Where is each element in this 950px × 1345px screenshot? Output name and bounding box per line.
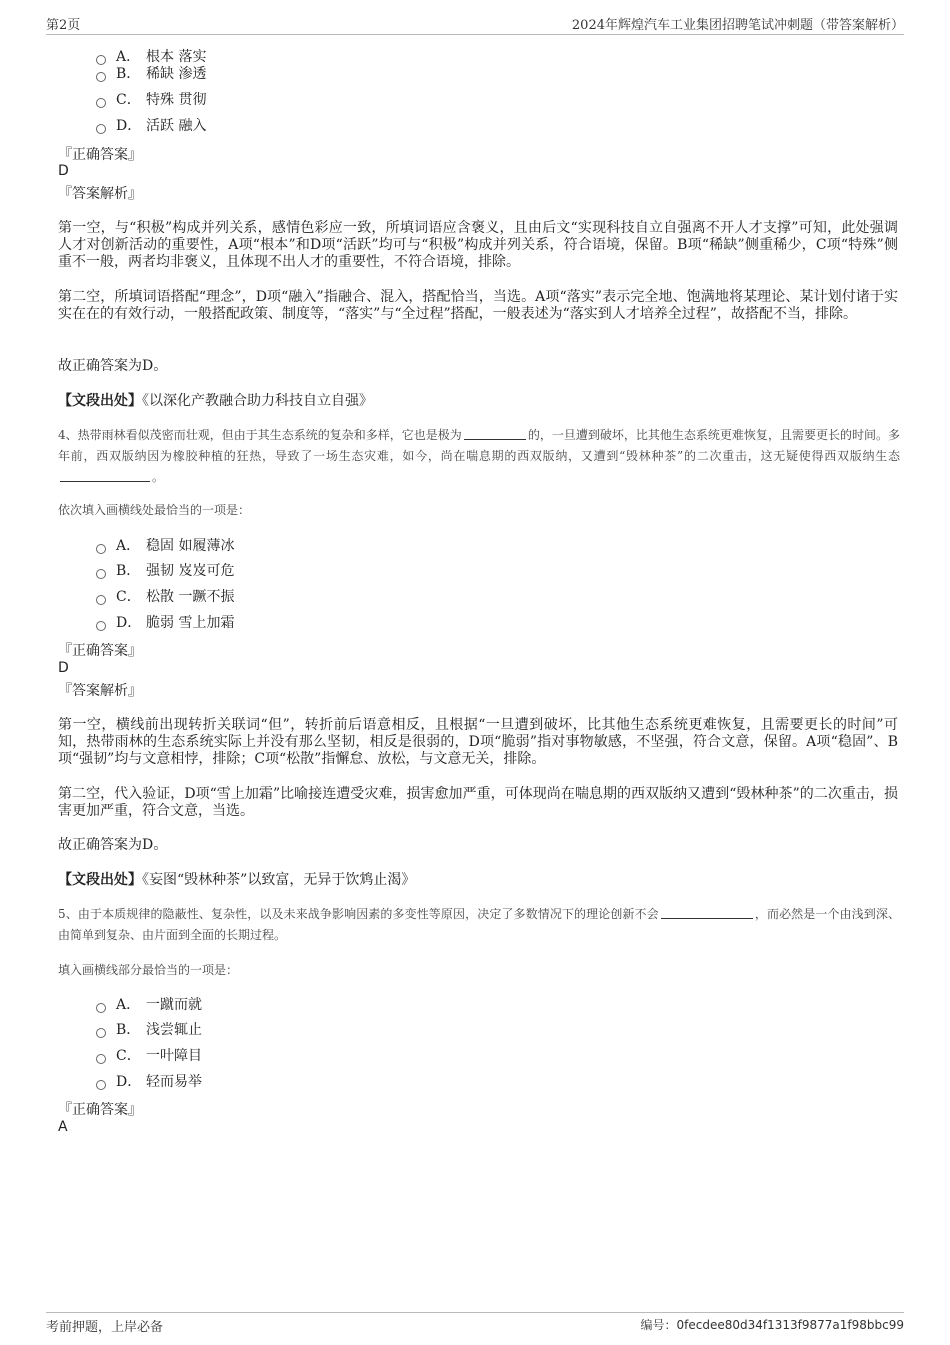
- page-number: 第2页: [46, 18, 81, 33]
- radio-icon[interactable]: [96, 72, 106, 82]
- document-id: 编号：0fecdee80d34f1313f9877a1f98bbc99: [640, 1318, 904, 1332]
- radio-icon[interactable]: [96, 1054, 106, 1064]
- q5-option-c[interactable]: C． 一叶障目: [96, 1046, 202, 1066]
- q5-answer-label: 『正确答案』: [58, 1102, 142, 1118]
- q5-stem: 5、由于本质规律的隐蔽性、复杂性，以及未来战争影响因素的多变性等原因，决定了多数情况下的理论创新不会 ，而必然是一个由浅到深、由简单到复杂、由片面到全面的长期过程。: [58, 907, 900, 942]
- q5-option-a[interactable]: A． 一蹴而就: [96, 995, 202, 1015]
- radio-icon[interactable]: [96, 1028, 106, 1038]
- q4-option-c[interactable]: C． 松散 一蹶不振: [96, 587, 234, 607]
- q3-answer-label: 『正确答案』: [58, 147, 142, 163]
- q5-option-b[interactable]: B． 浅尝辄止: [96, 1020, 202, 1040]
- answer-blank: [464, 427, 526, 440]
- q4-analysis-p3: 故正确答案为D。: [58, 837, 168, 853]
- q3-source: 【文段出处】《以深化产教融合助力科技自立自强》: [58, 393, 373, 409]
- radio-icon[interactable]: [96, 569, 106, 579]
- q4-analysis-label: 『答案解析』: [58, 683, 142, 699]
- page-footer: [46, 1312, 904, 1337]
- q4-answer-label: 『正确答案』: [58, 643, 142, 659]
- radio-icon[interactable]: [96, 621, 106, 631]
- q4-answer: D: [58, 660, 69, 676]
- radio-icon[interactable]: [96, 124, 106, 134]
- document-title: 2024年辉煌汽车工业集团招聘笔试冲刺题（带答案解析）: [571, 18, 904, 33]
- q4-stem: 4、热带雨林看似茂密而壮观，但由于其生态系统的复杂和多样，它也是极为 的，一旦遭到破坏，比其他生态系统更难恢复，且需要更长的时间。多年前，西双版纳因为橡胶种植的狂热，导致了一场生态灾难，如今，尚在喘息期的西双版纳，又遭到“毁林种茶”的二次重击，这无疑使得西双版纳生态。: [58, 428, 900, 484]
- q4-source: 【文段出处】《妄图“毁林种茶”以致富，无异于饮鸩止渴》: [58, 872, 416, 888]
- q3-analysis-label: 『答案解析』: [58, 186, 142, 202]
- radio-icon[interactable]: [96, 544, 106, 554]
- q4-analysis-p1: 第一空，横线前出现转折关联词“但”，转折前后语意相反，且根据“一旦遭到破坏，比其他生态系统更难恢复，且需要更长的时间”可知，热带雨林的生态系统实际上并没有那么坚韧，相反是很弱的，D项“脆弱”指对事物敏感，不坚强，符合文意，保留。A项“稳固”、B项“强韧”均与文意相悖，排除；C项“松散”指懈怠、放松，与文意无关，排除。: [58, 717, 898, 767]
- radio-icon[interactable]: [96, 98, 106, 108]
- q3-answer: D: [58, 163, 69, 179]
- q3-analysis-p3: 故正确答案为D。: [58, 358, 168, 374]
- radio-icon[interactable]: [96, 1080, 106, 1090]
- q3-option-b[interactable]: B． 稀缺 渗透: [96, 64, 206, 84]
- q4-instruction: 依次填入画横线处最恰当的一项是：: [58, 503, 251, 517]
- radio-icon[interactable]: [96, 1003, 106, 1013]
- q5-answer: A: [58, 1119, 68, 1135]
- q3-analysis-p2: 第二空，所填词语搭配“理念”，D项“融入”指融合、混入，搭配恰当，当选。A项“落实”表示完全地、饱满地将某理论、某计划付诸于实实在在的有效行动，一般搭配政策、制度等，“落实”与“全过程”搭配，一般表述为“落实到人才培养全过程”，故搭配不当，排除。: [58, 289, 898, 322]
- q4-option-a[interactable]: A． 稳固 如履薄冰: [96, 536, 234, 556]
- q4-option-d[interactable]: D． 脆弱 雪上加霜: [96, 613, 234, 633]
- q4-option-b[interactable]: B． 强韧 岌岌可危: [96, 561, 234, 581]
- footer-slogan: 考前押题，上岸必备: [46, 1320, 164, 1335]
- radio-icon[interactable]: [96, 595, 106, 605]
- q5-instruction: 填入画横线部分最恰当的一项是：: [58, 963, 239, 977]
- q3-option-d[interactable]: D． 活跃 融入: [96, 116, 206, 136]
- q5-option-d[interactable]: D． 轻而易举: [96, 1072, 202, 1092]
- page-header: [46, 14, 904, 35]
- q3-analysis-p1: 第一空，与“积极”构成并列关系，感情色彩应一致，所填词语应含褒义，且由后文“实现科技自立自强离不开人才支撑”可知，此处强调人才对创新活动的重要性，A项“根本”和D项“活跃”均可与“积极”构成并列关系，符合语境，保留。B项“稀缺”侧重稀少，C项“特殊”侧重不一般，两者均非褒义，且体现不出人才的重要性，不符合语境，排除。: [58, 220, 898, 270]
- q3-option-c[interactable]: C． 特殊 贯彻: [96, 90, 206, 110]
- answer-blank: [661, 906, 753, 919]
- q3-option-a[interactable]: A． 根本 落实: [96, 47, 206, 67]
- q4-analysis-p2: 第二空，代入验证，D项“雪上加霜”比喻接连遭受灾难，损害愈加严重，可体现尚在喘息期的西双版纳又遭到“毁林种茶”的二次重击，损害更加严重，符合文意，当选。: [58, 786, 898, 819]
- answer-blank: [60, 469, 150, 482]
